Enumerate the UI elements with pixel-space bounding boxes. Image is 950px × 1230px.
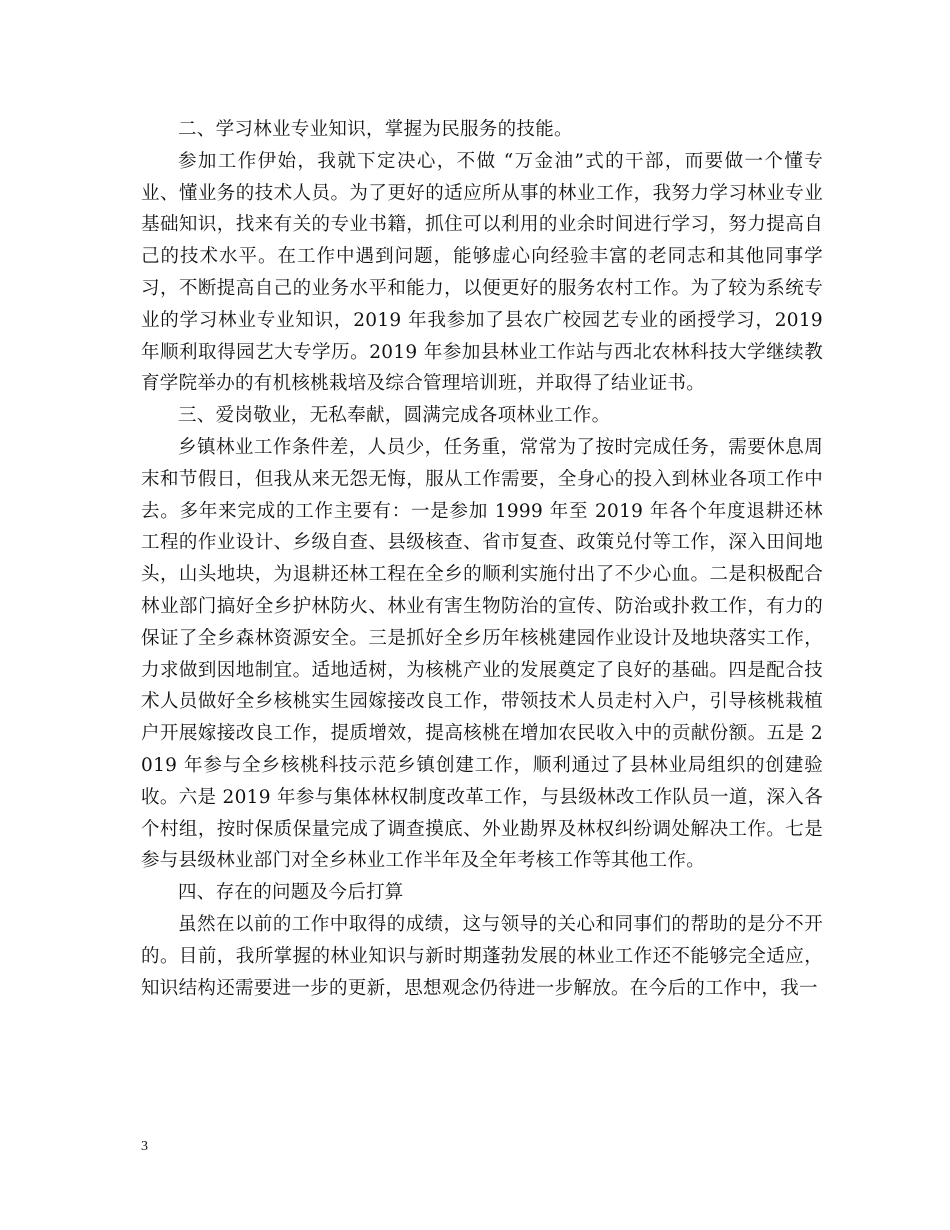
page-number: 3 (141, 1139, 148, 1154)
paragraph-plans: 虽然在以前的工作中取得的成绩，这与领导的关心和同事们的帮助的是分不开的。目前，我所掌握的林业知识与新时期蓬勃发展的林业工作还不能够完全适应，知识结构还需要进一步的更新，思想观念仍待进一步解放。在今后的工作中，我一 (141, 913, 823, 999)
section-heading-2: 二、学习林业专业知识，掌握为民服务的技能。 (178, 119, 573, 140)
paragraph-study: 参加工作伊始，我就下定决心，不做 “万金油”式的干部，而要做一个懂专业、懂业务的技术人员。为了更好的适应所从事的林业工作，我努力学习林业专业基础知识，找来有关的专业书籍，抓住可以利用的业余时间进行学习，努力提高自己的技术水平。在工作中遇到问题，能够虚心向经验丰富的老同志和其他同事学习，不断提高自己的业务水平和能力，以便更好的服务农村工作。为了较为系统专业的学习林业专业知识，2019 年我参加了县农广校园艺专业的函授学习，2019 年顺利取得园艺大专学历。2019 年参加县林业工作站与西北农林科技大学继续教育学院举办的有机核桃栽培及综合管理培训班，并取得了结业证书。 (141, 150, 823, 395)
section-heading-4: 四、存在的问题及今后打算 (178, 882, 404, 904)
document-body (141, 114, 823, 1004)
paragraph-work: 乡镇林业工作条件差，人员少，任务重，常常为了按时完成任务，需要休息周末和节假日，但我从来无怨无悔，服从工作需要，全身心的投入到林业各项工作中去。多年来完成的工作主要有：一是参加 1999 年至 2019 年各个年度退耕还林工程的作业设计、乡级自查、县级核查、省市复查、政策兑付等工作，深入田间地头，山头地块，为退耕还林工程在全乡的顺利实施付出了不少心血。二是积极配合林业部门搞好全乡护林防火、林业有害生物防治的宣传、防治或扑救工作，有力的保证了全乡森林资源安全。三是抓好全乡历年核桃建园作业设计及地块落实工作，力求做到因地制宜。适地适树，为核桃产业的发展奠定了良好的基础。四是配合技术人员做好全乡核桃实生园嫁接改良工作，带领技术人员走村入户，引导核桃栽植户开展嫁接改良工作，提质增效，提高核桃在增加农民收入中的贡献份额。五是 2019 年参与全乡核桃科技示范乡镇创建工作，顺利通过了县林业局组织的创建验收。六是 2019 年参与集体林权制度改革工作，与县级林改工作队员一道，深入各个村组，按时保质保量完成了调查摸底、外业勘界及林权纠纷调处解决工作。七是参与县级林业部门对全乡林业工作半年及全年考核工作等其他工作。 (141, 436, 823, 872)
section-heading-3: 三、爱岗敬业，无私奉献，圆满完成各项林业工作。 (178, 405, 611, 427)
